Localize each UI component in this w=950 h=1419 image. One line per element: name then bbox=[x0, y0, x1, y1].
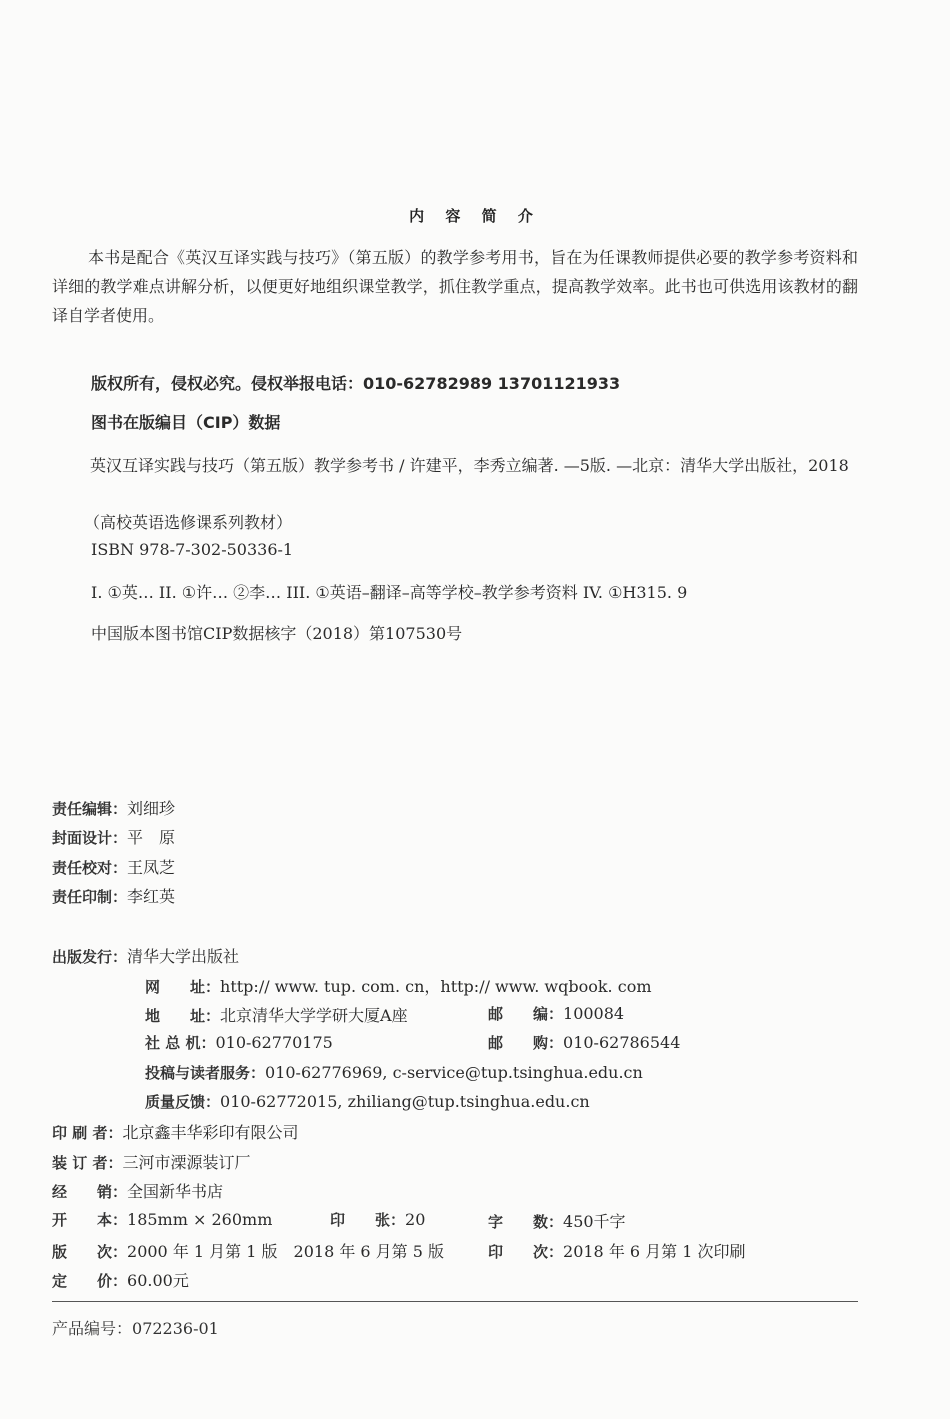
publisher-label: 出版发行： bbox=[52, 948, 128, 966]
mail-order-label: 邮 购： bbox=[488, 1034, 564, 1052]
format-row bbox=[52, 1209, 272, 1230]
summary-heading: 内 容 简 介 bbox=[409, 207, 541, 225]
copyright-notice: 版权所有，侵权必究。侵权举报电话：010-62782989 13701121933 bbox=[91, 374, 621, 393]
distributor-label: 经 销： bbox=[52, 1183, 128, 1201]
staff-label: 责任印制： bbox=[52, 888, 128, 906]
reader-service-value: 010-62776969, c-service@tup.tsinghua.edu.cn bbox=[265, 1063, 643, 1082]
printing-value: 2018 年 6 月第 1 次印刷 bbox=[563, 1242, 746, 1261]
cip-number: 中国版本图书馆CIP数据核字（2018）第107530号 bbox=[91, 624, 463, 643]
cip-series: （高校英语选修课系列教材） bbox=[84, 513, 293, 532]
staff-label: 责任校对： bbox=[52, 859, 128, 877]
edition-value: 2000 年 1 月第 1 版 2018 年 6 月第 5 版 bbox=[127, 1242, 445, 1261]
price-label: 定 价： bbox=[52, 1272, 128, 1290]
sheets-row bbox=[330, 1209, 425, 1230]
printer-value: 北京鑫丰华彩印有限公司 bbox=[122, 1123, 299, 1142]
divider-line bbox=[52, 1301, 858, 1302]
postcode-row bbox=[488, 1003, 624, 1024]
staff-value: 李红英 bbox=[127, 887, 176, 906]
staff-value: 王凤芝 bbox=[127, 858, 176, 877]
printer-label: 印 刷 者： bbox=[52, 1124, 123, 1142]
publisher-name: 清华大学出版社 bbox=[127, 947, 240, 966]
format-value: 185mm × 260mm bbox=[127, 1210, 273, 1229]
feedback-row bbox=[145, 1091, 590, 1112]
website-row bbox=[145, 974, 652, 997]
product-code-row bbox=[52, 1316, 219, 1339]
publisher-row bbox=[52, 944, 239, 967]
mail-order-value: 010-62786544 bbox=[563, 1033, 681, 1052]
distributor-value: 全国新华书店 bbox=[127, 1182, 224, 1201]
website-value[interactable]: http:// www. tup. com. cn，http:// www. wqbook. com bbox=[220, 977, 652, 996]
binder-value: 三河市溧源装订厂 bbox=[122, 1153, 251, 1172]
format-label: 开 本： bbox=[52, 1211, 128, 1229]
distributor-row bbox=[52, 1179, 223, 1202]
switchboard-label: 社 总 机： bbox=[145, 1034, 216, 1052]
reader-service-row bbox=[145, 1062, 643, 1083]
price-value: 60.00元 bbox=[127, 1271, 189, 1290]
feedback-value: 010-62772015, zhiliang@tup.tsinghua.edu.cn bbox=[220, 1092, 590, 1111]
reader-service-label: 投稿与读者服务： bbox=[145, 1064, 266, 1082]
word-count-value: 450千字 bbox=[563, 1212, 626, 1231]
staff-value: 刘细珍 bbox=[127, 799, 176, 818]
printer-row bbox=[52, 1120, 298, 1143]
cip-record: 英汉互译实践与技巧（第五版）教学参考书 / 许建平，李秀立编著. —5版. —北京：清华大学出版社，2018 bbox=[90, 456, 849, 475]
postcode-value: 100084 bbox=[563, 1004, 625, 1023]
printing-label: 印 次： bbox=[488, 1243, 564, 1261]
edition-label: 版 次： bbox=[52, 1243, 128, 1261]
website-label: 网 址： bbox=[145, 978, 221, 996]
binder-label: 装 订 者： bbox=[52, 1154, 123, 1172]
staff-cover-design bbox=[52, 825, 175, 848]
address-row bbox=[145, 1003, 408, 1026]
feedback-label: 质量反馈： bbox=[145, 1093, 221, 1111]
product-code-label: 产品编号： bbox=[52, 1319, 133, 1338]
summary-text: 本书是配合《英汉互译实践与技巧》（第五版）的教学参考用书，旨在为任课教师提供必要的教学参考资料和详细的教学难点讲解分析，以便更好地组织课堂教学，抓住教学重点，提高教学效率。此书也可供选用该教材的翻译自学者使用。 bbox=[52, 248, 858, 325]
price-row bbox=[52, 1268, 189, 1291]
edition-row bbox=[52, 1239, 444, 1262]
staff-editor bbox=[52, 796, 175, 819]
switchboard-value: 010-62770175 bbox=[215, 1033, 333, 1052]
sheets-label: 印 张： bbox=[330, 1211, 406, 1229]
binder-row bbox=[52, 1150, 250, 1173]
postcode-label: 邮 编： bbox=[488, 1005, 564, 1023]
cip-title: 图书在版编目（CIP）数据 bbox=[91, 413, 281, 432]
cip-isbn: ISBN 978-7-302-50336-1 bbox=[91, 540, 294, 559]
word-count-label: 字 数： bbox=[488, 1213, 564, 1231]
switchboard-row bbox=[145, 1032, 333, 1053]
address-value: 北京清华大学学研大厦A座 bbox=[220, 1006, 408, 1025]
product-code-value: 072236-01 bbox=[132, 1319, 219, 1338]
mail-order-row bbox=[488, 1032, 680, 1053]
staff-proofreader bbox=[52, 855, 175, 878]
sheets-value: 20 bbox=[405, 1210, 426, 1229]
staff-label: 责任编辑： bbox=[52, 800, 128, 818]
printing-row bbox=[488, 1239, 746, 1262]
address-label: 地 址： bbox=[145, 1007, 221, 1025]
cip-classification: I. ①英… II. ①许… ②李… III. ①英语–翻译–高等学校–教学参考资料 IV. ①H315. 9 bbox=[91, 583, 688, 602]
staff-value: 平 原 bbox=[127, 828, 176, 847]
staff-label: 封面设计： bbox=[52, 829, 128, 847]
word-count-row bbox=[488, 1209, 626, 1232]
staff-print-supervisor bbox=[52, 884, 175, 907]
